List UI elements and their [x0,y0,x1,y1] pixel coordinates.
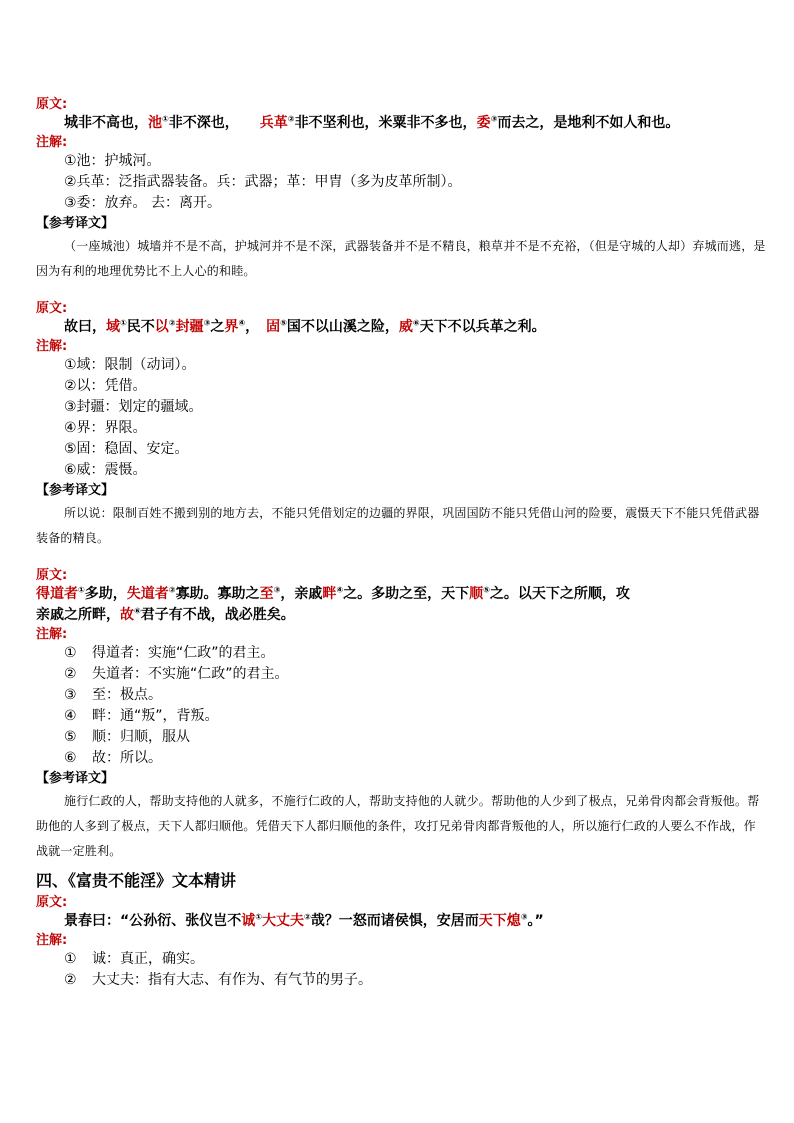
text-run: ，亲戚 [280,586,323,602]
text-run: 城非不高也， [64,115,148,131]
text-run: 寡助。寡助之 [175,586,260,602]
reference-translation-label: 【参考译文】 [36,771,115,786]
note-number: ④ [64,708,77,724]
text-run: 非不深也， [168,115,260,131]
annotated-term: 天下熄 [478,913,521,929]
text-run: 亲戚之所畔， [36,607,120,623]
note-number: ⑤ [64,729,77,745]
annotated-term: 以 [154,319,169,335]
note-item: ③委：放弃。 去：离开。 [64,195,222,211]
text-run: 之。以天下之所顺，攻 [489,586,630,602]
note-marker: ③ [203,318,211,328]
note-item [36,706,766,727]
note-marker: ① [255,912,262,922]
text-run: 多助， [84,586,127,602]
note-marker: ⑥ [412,318,420,328]
note-item [36,664,766,685]
annotated-term: 池 [148,115,162,131]
note-number: ⑥ [64,750,77,766]
notes-label: 注解: [36,627,68,642]
note-marker: ③ [273,585,281,595]
text-run: 君子有不战，战必胜矣。 [140,607,295,623]
annotated-term: 兵革 [259,115,288,131]
note-item: ①池：护城河。 [64,153,161,169]
note-text: 诚：真正，确实。 [92,951,204,967]
note-marker: ② [303,912,311,922]
note-marker: ② [168,585,176,595]
note-number: ① [64,951,77,967]
annotated-term: 故 [120,607,134,623]
note-item [36,643,766,664]
annotated-term: 得道者 [36,586,78,602]
text-run: 国不以山溪之险， [286,319,399,335]
note-item: ②兵革：泛指武器装备。兵：武器；革：甲胄（多为皮革所制）。 [64,174,462,190]
annotated-term: 失道者 [126,586,169,602]
note-marker: ⑤ [483,585,490,595]
notes-label: 注解: [36,933,68,948]
note-text: 得道者：实施“仁政”的君主。 [92,645,275,661]
note-marker: ④ [336,585,344,595]
annotated-term: 域 [106,319,120,335]
note-number: ② [64,972,77,988]
reference-translation: 所以说：限制百姓不搬到别的地方去，不能只凭借划定的边疆的界限，巩固国防不能只凭借山河的险要，震慑天下不能只凭借武器装备的精良。 [36,506,760,545]
note-item: ⑤固：稳固、安定。 [64,441,189,457]
note-item: ②以：凭借。 [64,378,147,394]
note-marker: ② [287,114,295,124]
note-number: ② [64,666,77,682]
original-text [36,113,766,134]
note-item: ④界：界限。 [64,420,147,436]
annotated-term: 至 [259,586,274,602]
original-label: 原文: [36,568,68,583]
note-number: ③ [64,687,77,703]
document-page [36,96,766,991]
note-marker: ① [162,114,169,124]
note-marker: ① [120,318,127,328]
text-run: 之 [210,319,225,335]
note-marker: ① [78,585,85,595]
text-run: 之。多助之至，天下 [343,586,470,602]
reference-translation-label: 【参考译文】 [36,483,115,498]
text-run: 民不 [126,319,155,335]
original-text [36,584,766,605]
note-text: 故：所以。 [92,750,162,766]
note-item [36,970,766,991]
note-item: ③封疆：划定的疆域。 [64,399,203,415]
text-run: 天下不以兵革之利。 [419,319,546,335]
annotated-term: 畔 [322,586,337,602]
note-item [36,748,766,769]
note-marker: ③ [490,114,498,124]
note-item [36,949,766,970]
text-run: 景春曰：“公孙衍、张仪岂不 [64,913,242,929]
original-text [36,911,766,932]
text-run: ， [245,319,267,335]
text-run: 。” [527,913,544,929]
original-label: 原文: [36,97,68,112]
annotated-term: 诚 [241,913,256,929]
annotated-term: 威 [398,319,413,335]
note-item [36,685,766,706]
text-run: 哉？一怒而诸侯惧，安居而 [310,913,479,929]
original-text-continued [36,605,766,626]
note-marker: ② [168,318,176,328]
text-run: 非不坚利也，米粟非不多也， [294,115,477,131]
note-text: 大丈夫：指有大志、有作为、有气节的男子。 [92,972,372,988]
annotated-term: 委 [476,115,491,131]
text-run: 而去之，是地利不如人和也。 [497,115,680,131]
note-item [36,727,766,748]
note-item: ⑥威：震慑。 [64,462,147,478]
reference-translation: （一座城池）城墙并不是不高，护城河并不是不深，武器装备并不是不精良，粮草并不是不充裕，（但是守城的人却）弃城而逃，是因为有利的地理优势比不上人心的和睦。 [36,239,766,278]
original-label: 原文: [36,301,68,316]
note-marker: ③ [520,912,528,922]
note-marker: ④ [238,318,246,328]
annotated-term: 顺 [469,586,484,602]
note-number: ① [64,645,77,661]
original-label: 原文: [36,895,68,910]
note-text: 顺：归顺，服从 [92,729,190,745]
note-marker: ⑥ [134,606,141,616]
annotated-term: 界 [224,319,239,335]
original-text [36,317,766,338]
note-text: 至：极点。 [92,687,162,703]
text-run: 故曰， [64,319,106,335]
note-text: 畔：通“叛”，背叛。 [92,708,219,724]
annotated-term: 大丈夫 [261,913,304,929]
reference-translation: 施行仁政的人，帮助支持他的人就多，不施行仁政的人，帮助支持他的人就少。帮助他的人少到了极点，兄弟骨肉都会背叛他。帮助他的人多到了极点，天下人都归顺他。凭借天下人都归顺他的条件，攻打兄弟骨肉都背叛他的人，所以施行仁政的人要么不作战，作战就一定胜利。 [36,794,760,858]
note-marker: ⑤ [280,318,287,328]
note-item: ①域：限制（动词）。 [64,357,196,373]
note-text: 失道者：不实施“仁政”的君主。 [92,666,289,682]
notes-label: 注解: [36,339,68,354]
notes-label: 注解: [36,135,68,150]
annotated-term: 固 [266,319,281,335]
reference-translation-label: 【参考译文】 [36,216,115,231]
annotated-term: 封疆 [175,319,204,335]
section-heading: 四、《富贵不能淫》文本精讲 [36,871,237,890]
